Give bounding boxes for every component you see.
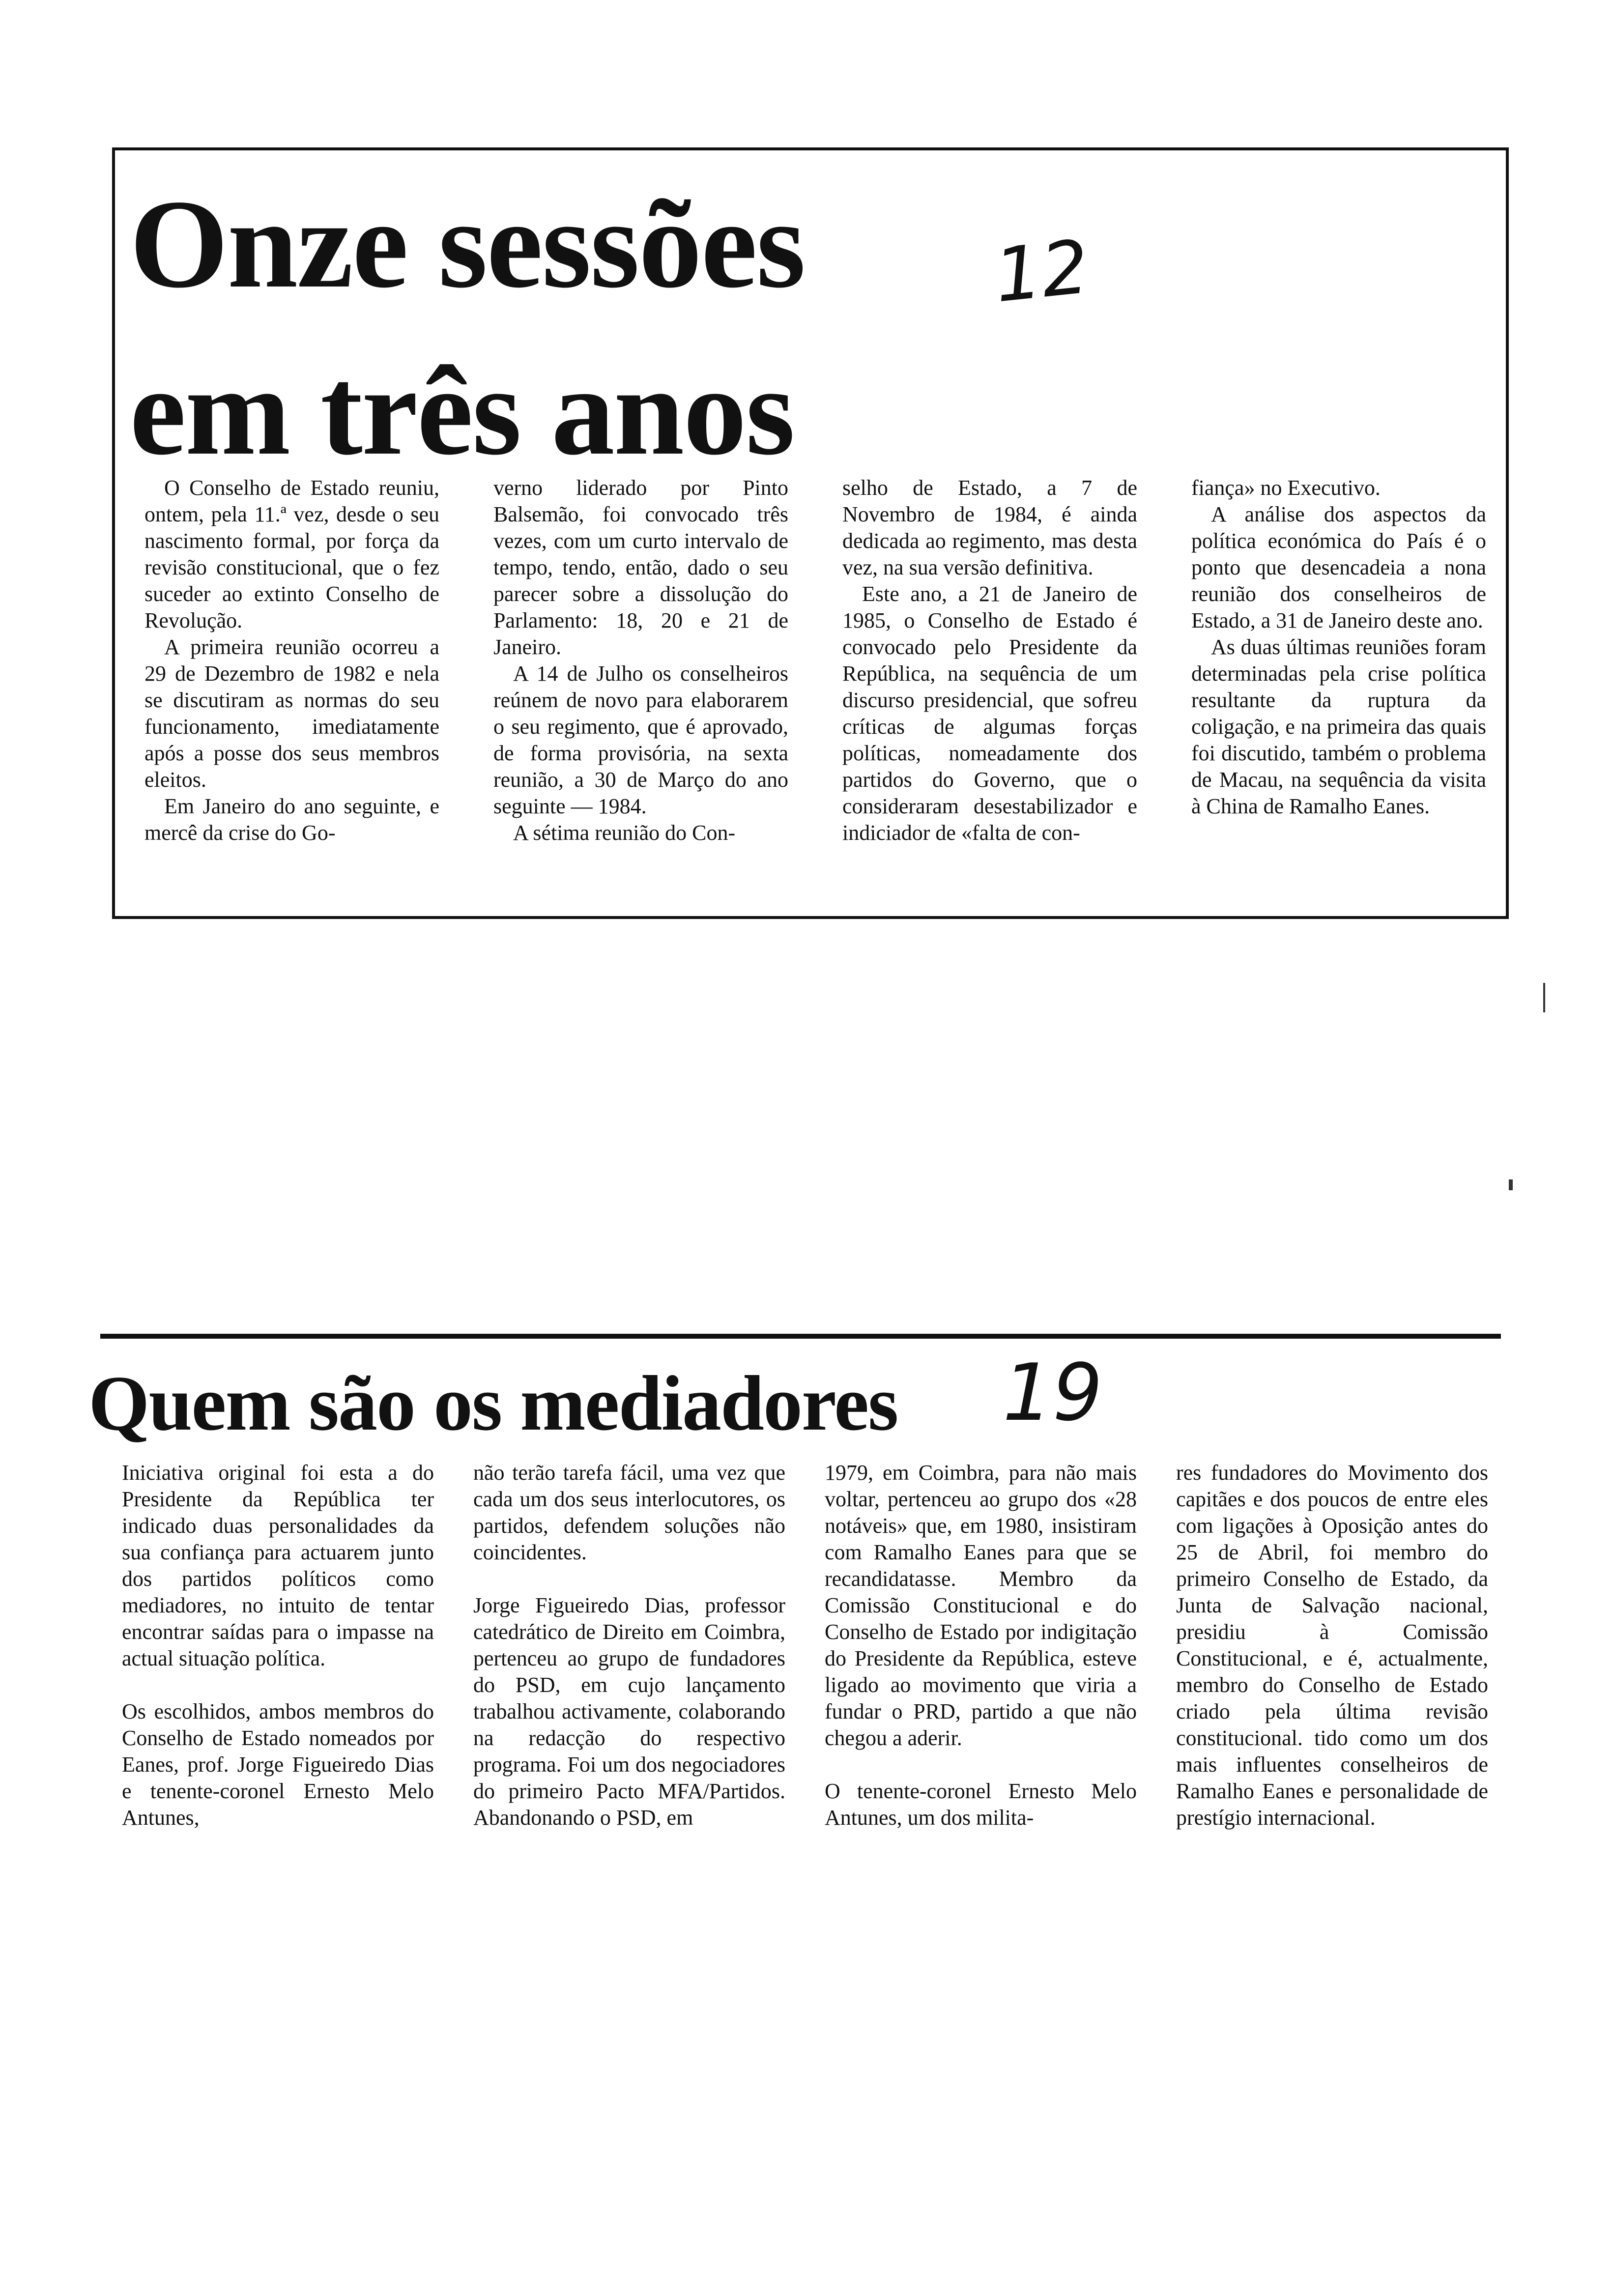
paragraph: verno liderado por Pinto Balsemão, foi convocado três vezes, com um curto intervalo de tempo, tendo, então, dado o seu parecer sobre a dissolução do Parlamento: 18, 20 e 21 de Janeiro. bbox=[493, 476, 788, 659]
paragraph: Este ano, a 21 de Janeiro de 1985, o Conselho de Estado é convocado pelo Presidente da República, na sequência de um discurso presidencial, que sofreu críticas de algumas forças políticas, nomeadamente dos partidos do Governo, que o consideraram desestabilizador e indiciador de «falta de con- bbox=[842, 582, 1137, 845]
section-divider-rule bbox=[100, 1334, 1501, 1339]
paragraph: O Conselho de Estado reuniu, ontem, pela 11.ª vez, desde o seu nascimento formal, por força da revisão constitucional, que o fez suceder ao extinto Conselho de Revolução. bbox=[144, 476, 439, 632]
paragraph: Os escolhidos, ambos membros do Conselho de Estado nomeados por Eanes, prof. Jorge Figueiredo Dias e tenente-coronel Ernesto Melo Antunes, bbox=[122, 1699, 434, 1830]
scan-speck bbox=[1509, 1179, 1513, 1190]
article1-column-3 bbox=[842, 475, 1137, 906]
paragraph: O tenente-coronel Ernesto Melo Antunes, um dos milita- bbox=[825, 1779, 1137, 1830]
article2-column-2 bbox=[473, 1460, 785, 1902]
article2-column-3 bbox=[825, 1460, 1137, 1902]
headline-line-2: em três anos bbox=[130, 341, 794, 481]
paragraph: selho de Estado, a 7 de Novembro de 1984, é ainda dedicada ao regimento, mas desta vez, na sua versão definitiva. bbox=[842, 476, 1137, 579]
paragraph: não terão tarefa fácil, uma vez que cada um dos seus interlocutores, os partidos, defendem soluções não coincidentes. bbox=[473, 1461, 785, 1564]
paragraph: 1979, em Coimbra, para não mais voltar, pertenceu ao grupo dos «28 notáveis» que, em 1980, insistiram com Ramalho Eanes para que se recandidatasse. Membro da Comissão Constitucional e do Conselho de Estado por indigitação do Presidente da República, esteve ligado ao movimento que viria a fundar o PRD, partido a que não chegou a aderir. bbox=[825, 1461, 1137, 1750]
paragraph: Iniciativa original foi esta a do Presidente da República ter indicado duas personalidades da sua confiança para actuarem junto dos partidos políticos como mediadores, no intuito de tentar encontrar saídas para o impasse na actual situação política. bbox=[122, 1461, 434, 1670]
paragraph: fiança» no Executivo. bbox=[1191, 476, 1381, 500]
article1-column-4 bbox=[1191, 475, 1486, 906]
handwritten-page-note: 12 bbox=[990, 224, 1093, 319]
headline-line-1: Onze sessões bbox=[130, 173, 805, 314]
paragraph: Jorge Figueiredo Dias, professor catedrático de Direito em Coimbra, pertenceu ao grupo de fundadores do PSD, em cujo lançamento trabalhou activamente, colaborando na redacção do respectivo programa. Foi um dos negociadores do primeiro Pacto MFA/Partidos. Abandonando o PSD, em bbox=[473, 1593, 785, 1830]
article1-column-1 bbox=[144, 475, 439, 906]
article2-column-1 bbox=[122, 1460, 434, 1902]
paragraph: Em Janeiro do ano seguinte, e mercê da crise do Go- bbox=[144, 794, 439, 845]
article1-body bbox=[144, 475, 1486, 906]
article-onze-sessoes bbox=[112, 147, 1509, 919]
handwritten-page-note: 19 bbox=[1003, 1347, 1103, 1438]
headline-quem-sao-os-mediadores: Quem são os mediadores bbox=[88, 1359, 898, 1447]
paragraph: As duas últimas reuniões foram determinadas pela crise política resultante da ruptura da coligação, e na primeira das quais foi discutido, também o problema de Macau, na sequência da visita à China de Ramalho Eanes. bbox=[1191, 635, 1486, 818]
paragraph: res fundadores do Movimento dos capitães e dos poucos de entre eles com ligações à Oposição antes do 25 de Abril, foi membro do primeiro Conselho de Estado, da Junta de Salvação nacional, presidiu à Comissão Constitucional, e é, actualmente, membro do Conselho de Estado criado pela última revisão constitucional. tido como um dos mais influentes conselheiros de Ramalho Eanes e personalidade de prestígio internacional. bbox=[1176, 1461, 1488, 1830]
article2-column-4 bbox=[1176, 1460, 1488, 1902]
paragraph: A primeira reunião ocorreu a 29 de Dezembro de 1982 e nela se discutiram as normas do seu funcionamento, imediatamente após a posse dos seus membros eleitos. bbox=[144, 635, 439, 792]
paragraph: A sétima reunião do Con- bbox=[513, 821, 736, 845]
headline-onze-sessoes bbox=[130, 160, 805, 494]
paragraph: A análise dos aspectos da política económica do País é o ponto que desencadeia a nona reunião dos conselheiros de Estado, a 31 de Janeiro deste ano. bbox=[1191, 502, 1486, 632]
paragraph: A 14 de Julho os conselheiros reúnem de novo para elaborarem o seu regimento, que é aprovado, de forma provisória, na sexta reunião, a 30 de Março do ano seguinte — 1984. bbox=[493, 661, 788, 818]
article1-column-2 bbox=[493, 475, 788, 906]
article2-body bbox=[122, 1460, 1488, 1902]
scan-speck bbox=[1543, 983, 1545, 1012]
